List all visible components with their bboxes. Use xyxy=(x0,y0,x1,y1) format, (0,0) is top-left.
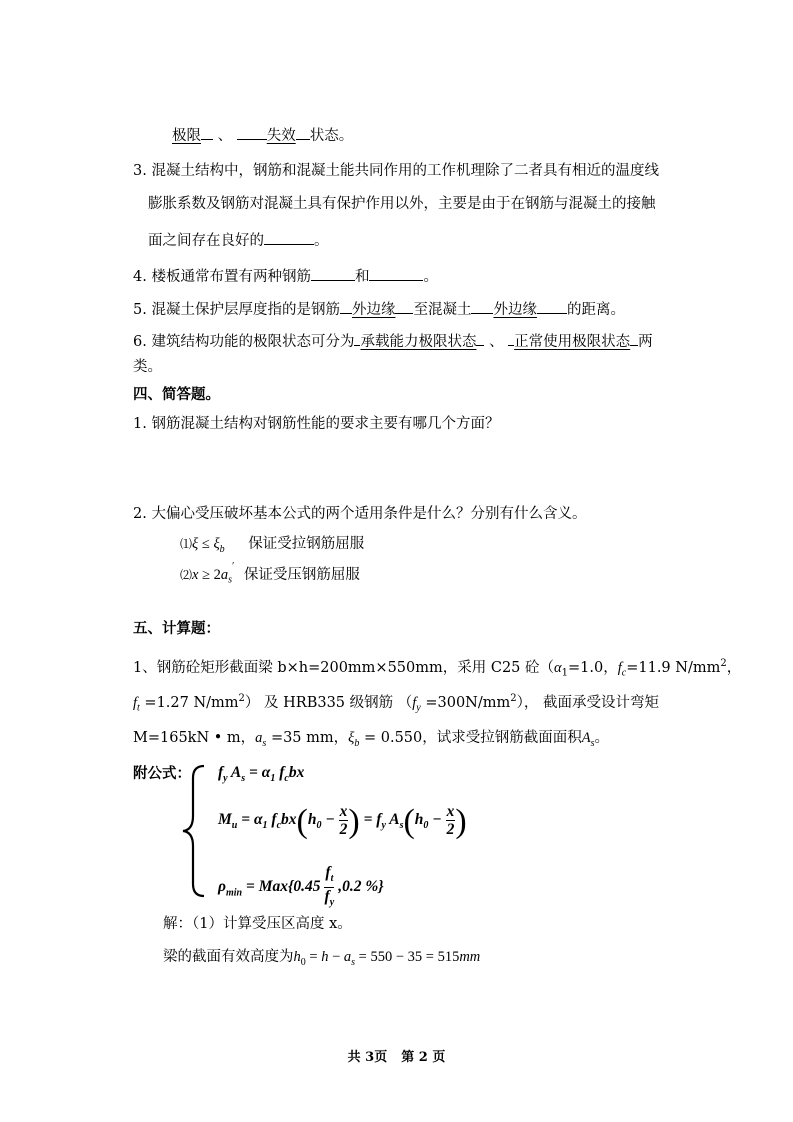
condition-2: ⑵x ≥ $2a_s'$ 保证受压钢筋屈服 xyxy=(180,561,360,586)
fill-blank-continuation: 极限 、 失效 状态。 xyxy=(172,125,353,146)
fill-blank-q6-tail: 类。 xyxy=(133,359,162,375)
section-heading-calculation: 五、计算题： xyxy=(133,620,220,637)
answer-serviceability-limit-state: 正常使用极限状态 xyxy=(514,334,631,350)
blank-field xyxy=(311,266,355,281)
condition-2-explanation: 保证受压钢筋屈服 xyxy=(243,566,360,583)
formula-label: 附公式： xyxy=(133,765,191,782)
condition-1: ⑴ξ ≤ $\xi_b$ 保证受拉钢筋屈服 xyxy=(180,536,365,555)
solution-effective-depth: 梁的截面有效高度为$h_0 = h - a_s = 550 - 35 = 515mm$ xyxy=(163,949,481,968)
blank-field xyxy=(264,230,314,245)
formula-moment-equilibrium: $M_u = \alpha_1$ $f_cbx(h_0$ − $\frac{x}{2}$ ) = $f_y$ $A_s(h_0$ − $\frac{x}{2}$ ) xyxy=(218,803,467,841)
fill-blank-q6: 6. 建筑结构功能的极限状态可分为 承载能力极限状态 、 正常使用极限状态 两 xyxy=(133,331,653,352)
answer-limit: 极限 xyxy=(172,128,201,144)
formula-brace-icon xyxy=(180,764,206,898)
calc-problem-line1: 1、钢筋砼矩形截面梁 b×h=200mm×550mm，采用 C25 砼（$\alpha_1=1.0$，$f_c=11.9$ $N/mm^2$， xyxy=(133,658,742,679)
fill-blank-q4: 4. 楼板通常布置有两种钢筋 和 。 xyxy=(133,266,438,287)
short-answer-q1: 1. 钢筋混凝土结构对钢筋性能的要求主要有哪几个方面？ xyxy=(133,416,500,432)
fill-blank-q5: 5. 混凝土保护层厚度指的是钢筋 外边缘 至混凝土 外边缘 的距离。 xyxy=(133,299,625,320)
answer-failure: 失效 xyxy=(266,128,296,144)
fill-blank-q3-line2: 膨胀系数及钢筋对混凝土具有保护作用以外，主要是由于在钢筋与混凝土的接触 xyxy=(148,196,656,212)
section-heading-short-answer: 四、简答题。 xyxy=(133,386,220,403)
answer-outer-edge-1: 外边缘 xyxy=(351,302,396,318)
answer-outer-edge-2: 外边缘 xyxy=(493,302,537,318)
solution-step-1: 解：（1）计算受压区高度 x。 xyxy=(163,916,352,932)
calc-problem-line2: $f_t =1.27$ $N/mm^2$） 及 HRB335 级钢筋 $(f_y =300N/mm^2)$， 截面承受设计弯矩 xyxy=(133,693,659,714)
formula-min-reinforcement-ratio: $\rho_{min} = Max\{0.45$ $\frac{f_t}{f_y}$ ,0.2 %} xyxy=(218,864,384,909)
formula-force-equilibrium: $f_y$ $A_s = \alpha_1$ $f_cbx$ xyxy=(218,764,305,785)
condition-1-explanation: 保证受拉钢筋屈服 xyxy=(248,536,365,552)
blank-field xyxy=(369,266,423,281)
total-pages: 共 3页 xyxy=(347,1050,388,1065)
answer-ultimate-limit-state: 承载能力极限状态 xyxy=(360,334,477,350)
short-answer-q2: 2. 大偏心受压破坏基本公式的两个适用条件是什么？分别有什么含义。 xyxy=(133,506,587,522)
calc-problem-line3: M=165kN • m，$a_s =35$ mm，$\xi_b = 0.550$，试求受拉钢筋截面面积$A_s$。 xyxy=(133,730,610,749)
fill-blank-q3-line3: 面之间存在良好的 。 xyxy=(148,230,329,251)
current-page: 第 2 页 xyxy=(401,1050,446,1065)
page-footer xyxy=(0,1046,793,1065)
fill-blank-q3-line1: 3. 混凝土结构中，钢筋和混凝土能共同作用的工作机理除了二者具有相近的温度线 xyxy=(133,163,659,179)
